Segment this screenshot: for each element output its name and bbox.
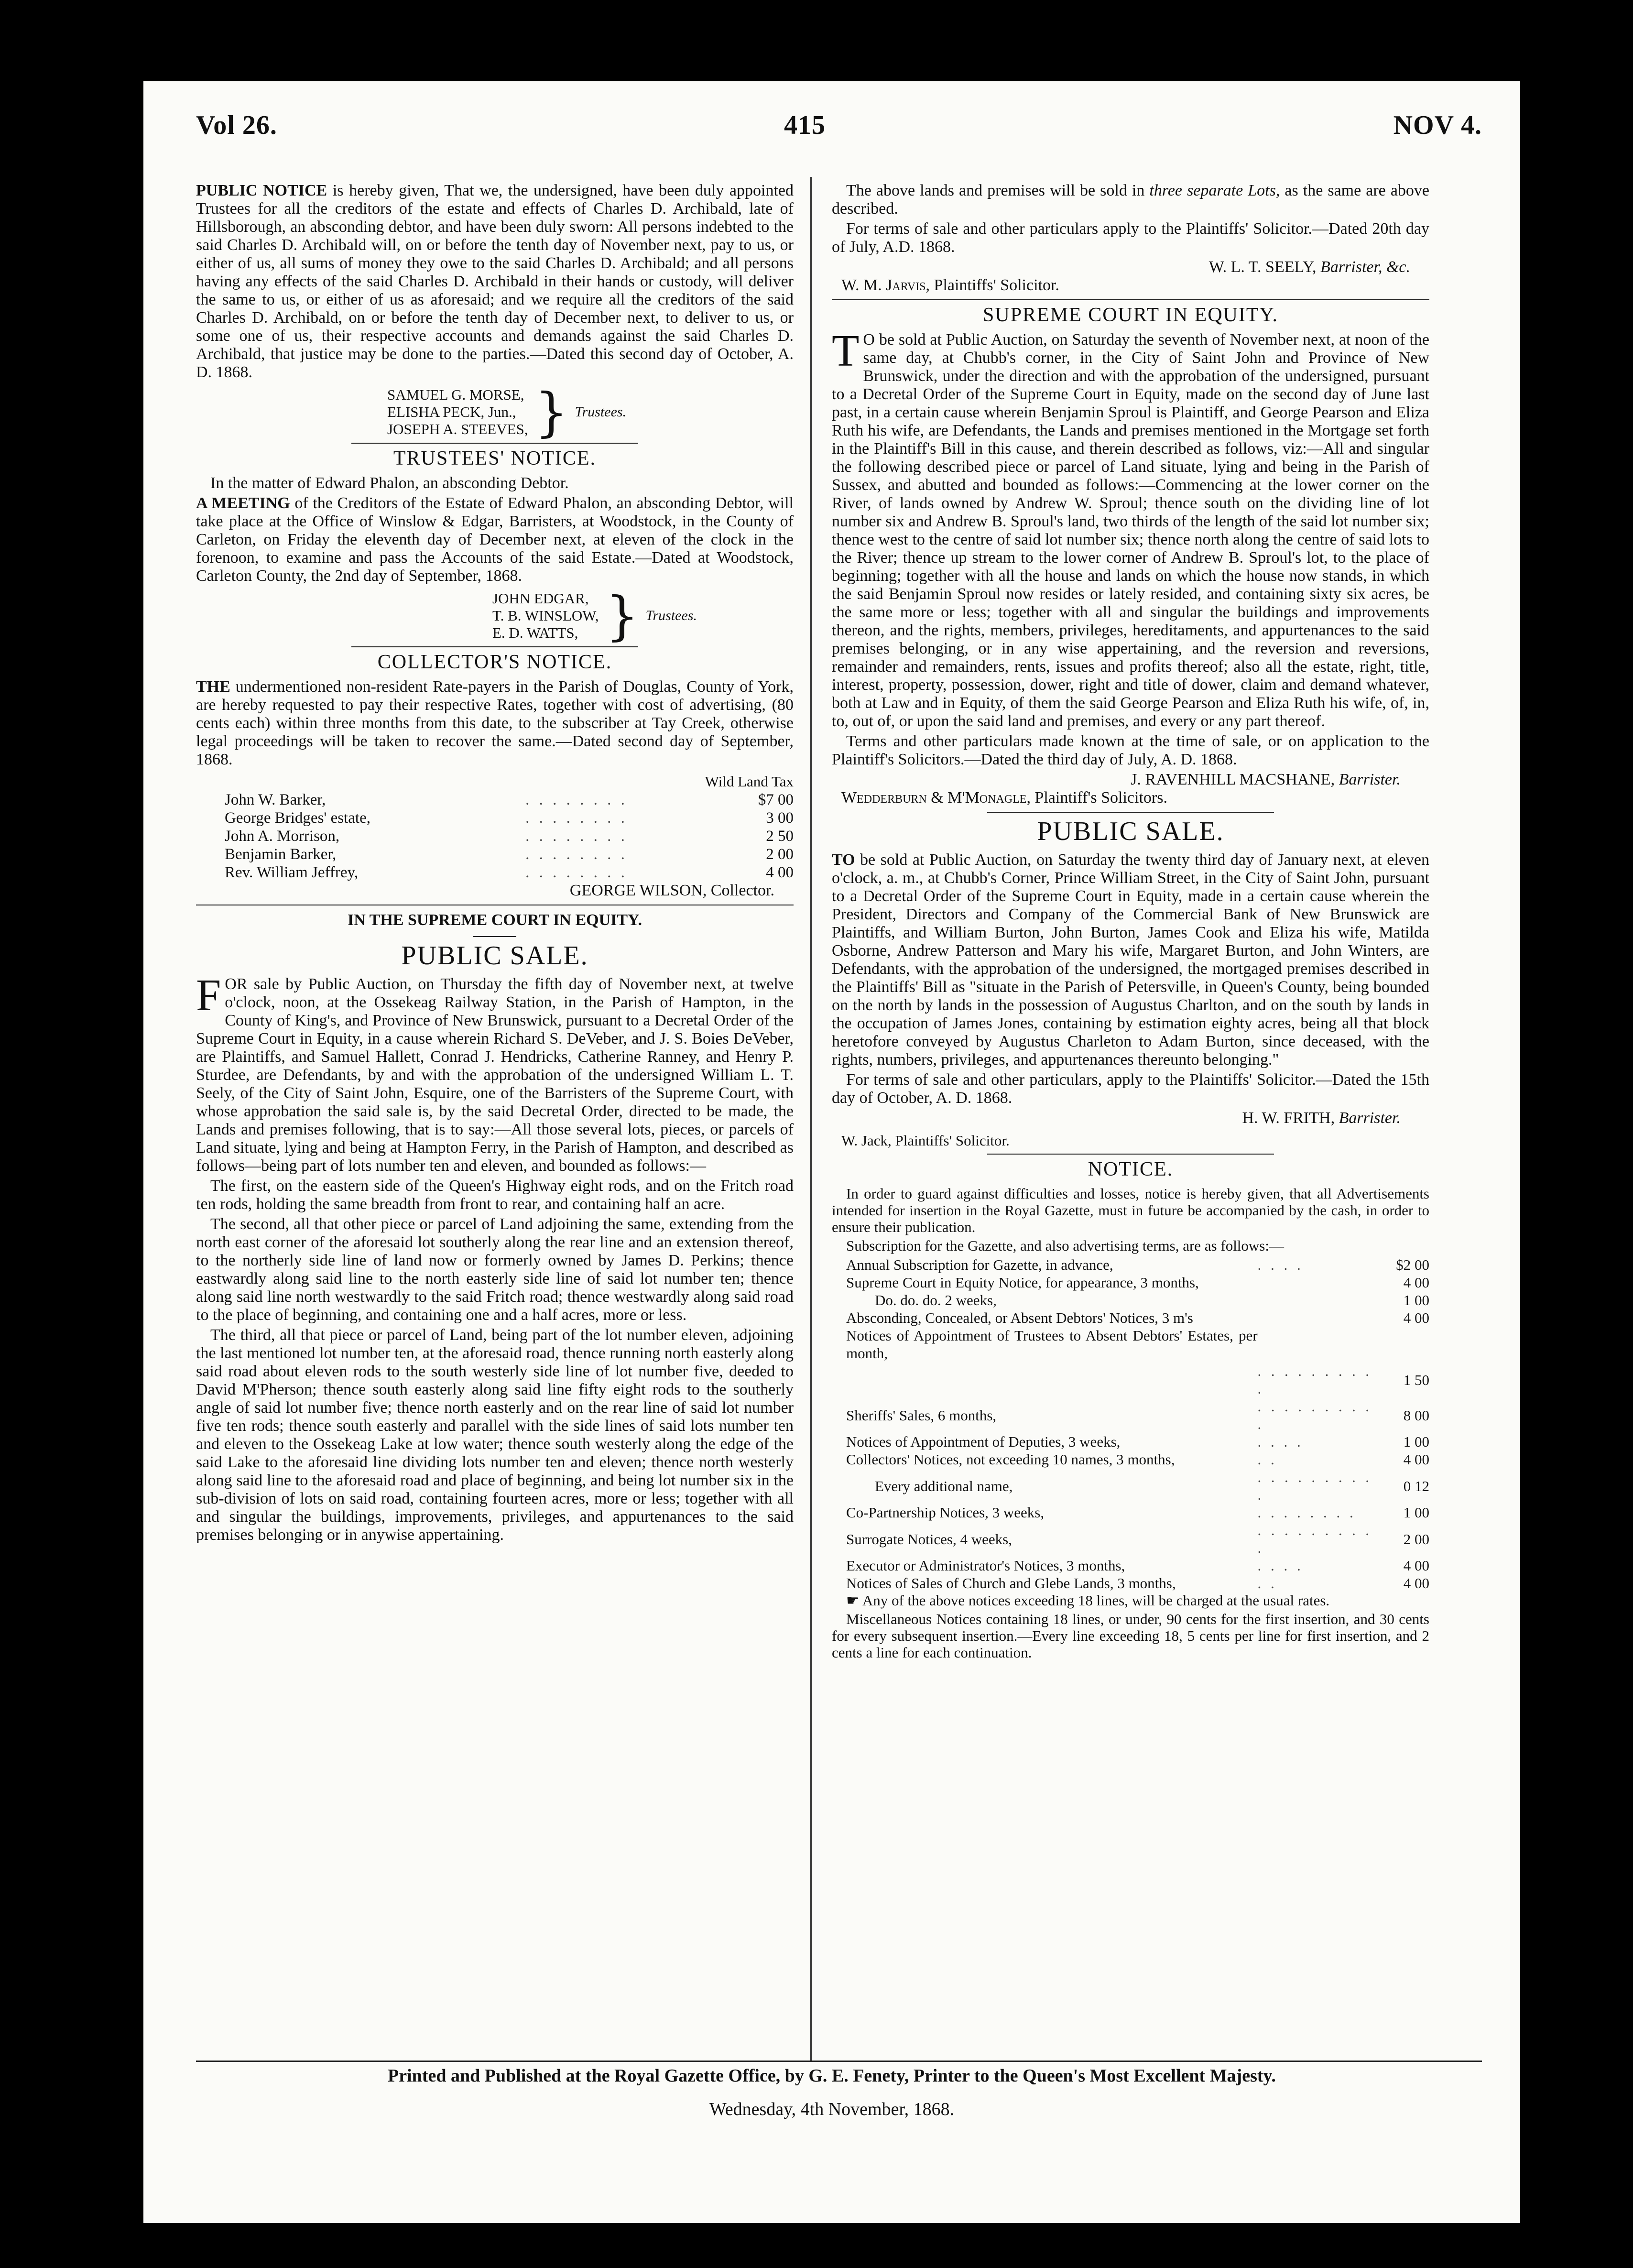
notice-body: TO be sold at Public Auction, on Saturday the twenty third day of January next, at eleven o'clock, a. m., at Chubb's Corner, Prince William Street, in the City of Saint John, pursuant to a Decretal Order of the Supreme Court in Equity, made in a certain cause wherein the President, Directors and Company of the Commercial Bank of New Brunswick are Plaintiffs, and William Burton, John Burton, James Cook and Eliza his wife, Matilda Osborne, Andrew Patterson and Mary his wife, Margaret Burton, and John Winters, are Defendants, with the approbation of the undersigned, the mortgaged premises described in the Plaintiffs' Bill as "situate in the Parish of Petersville, in Queen's County, being bounded on the north by lands in the possession of Augustus Charlton, and on the south by lands in the occupation of James Jones, containing by estimation eighty acres, being all that block heretofore conveyed by Augustus Charleton to Adam Burton, since deceased, with the rights, numbers, privileges, and appurtenances thereunto belonging.": [832, 851, 1429, 1069]
table-row: John A. Morrison, . . . . . . . . 2 50: [225, 828, 794, 845]
notice-title: NOTICE.: [1088, 1158, 1174, 1180]
barrister-signature: H. W. FRITH, Barrister.: [1242, 1109, 1401, 1127]
solicitor-signature: W. M. Jarvis, Plaintiffs' Solicitor.: [841, 276, 1059, 294]
table-row: Executor or Administrator's Notices, 3 months, . . . . 4 00: [846, 1557, 1429, 1574]
publication-date: Wednesday, 4th November, 1868.: [709, 2099, 955, 2119]
issue-date: NOV 4.: [1393, 110, 1482, 140]
trustee-name: JOSEPH A. STEEVES,: [387, 421, 528, 437]
hampton-public-sale: [196, 908, 794, 1544]
table-row: Surrogate Notices, 4 weeks, . . . . . . . . . . 2 00: [846, 1522, 1429, 1556]
table-row: Rev. William Jeffrey, . . . . . . . . 4 00: [225, 864, 794, 881]
collector-signature: GEORGE WILSON, Collector.: [569, 882, 774, 899]
trustees-label: Trustees.: [575, 404, 627, 420]
notice-paragraph: The third, all that piece or parcel of Land, being part of the lot number eleven, adjoining the last mentioned lot number ten, at the aforesaid road, thence running north easterly along said road about eleven rods to the south westerly side line of lot number five, deeded to David M'Pherson; thence south easterly along said line fifty eight rods to the southerly angle of said lot number five; thence north easterly and on the rear line of said lot number five ten rods; thence south easterly and parallel with the side lines of said lots number ten and eleven to the Ossekeag Lake at low water; thence south westerly along the edge of the said Lake to the aforesaid line dividing lots number ten and eleven; thence north westerly along said line to the aforesaid road and place of beginning, and being lot number six in the sub-division of lots on said road, containing fourteen acres, more or less; together with all and singular the buildings, improvements, privileges, and appurtenances to the said premises belonging or in anywise appertaining.: [196, 1326, 794, 1544]
notice-paragraph: The second, all that other piece or parcel of Land adjoining the same, extending from the north east corner of the aforesaid lot southerly along the rear line and an extension thereof, to the northerly side line of land now or formerly owned by James D. Perkins; thence eastwardly along said line to the north easterly side line of said lot number ten; thence along said line north westwardly to the said Fritch road; thence westwardly along said road to the place of beginning, and containing one and a half acres, more or less.: [196, 1215, 794, 1324]
tax-column-header: Wild Land Tax: [705, 773, 794, 790]
table-row: Do. do. do. 2 weeks, 1 00: [875, 1292, 1429, 1308]
table-row: George Bridges' estate, . . . . . . . . 3 00: [225, 809, 794, 827]
trustees-label: Trustees.: [645, 608, 697, 623]
section-rule: [987, 812, 1274, 813]
notice-paragraph: Subscription for the Gazette, and also advertising terms, are as follows:—: [846, 1237, 1284, 1254]
notice-paragraph: The first, on the eastern side of the Queen's Highway eight rods, and on the Fritch road ten rods, holding the same breadth from front to rear, and containing half an acre.: [196, 1177, 794, 1213]
notice-body: A MEETING of the Creditors of the Estate of Edward Phalon, an absconding Debtor, will take place at the Office of Winslow & Edgar, Barristers, at Woodstock, in the County of Carleton, on Friday the eleventh day of December next, at eleven of the clock in the forenoon, to examine and pass the Accounts of the said Estate.—Dated at Woodstock, Carleton County, the 2nd day of September, 1868.: [196, 494, 794, 585]
volume-number: Vol 26.: [196, 110, 277, 140]
table-row: John W. Barker, . . . . . . . . $7 00: [225, 791, 794, 808]
section-rule: [351, 646, 638, 647]
notice-title: PUBLIC SALE.: [401, 941, 588, 970]
collectors-notice: [196, 650, 794, 900]
notice-title: SUPREME COURT IN EQUITY.: [983, 304, 1278, 326]
phalon-trustees-notice: [196, 447, 794, 646]
trustee-name: SAMUEL G. MORSE,: [387, 386, 524, 403]
right-column: [832, 182, 1429, 1663]
notice-matter: In the matter of Edward Phalon, an absconding Debtor.: [210, 474, 569, 492]
drop-cap: F: [196, 970, 221, 1020]
short-rule: [473, 936, 516, 937]
notice-paragraph: For terms of sale and other particulars apply to the Plaintiffs' Solicitor.—Dated 20th day of July, A.D. 1868.: [832, 220, 1429, 256]
notice-paragraph: Miscellaneous Notices containing 18 lines, or under, 90 cents for the first insertion, and 30 cents for every subsequent insertion.—Every line exceeding 18, 5 cents per line for first insertion, and 2 cents a line for each continuation.: [832, 1611, 1429, 1661]
table-row: Annual Subscription for Gazette, in advance, . . . . $2 00: [846, 1256, 1429, 1273]
section-rule: [987, 1154, 1274, 1155]
burton-public-sale: [832, 816, 1429, 1149]
sproul-equity-sale: [832, 303, 1429, 807]
notice-paragraph: Terms and other particulars made known at the time of sale, or on application to the Plaintiff's Solicitors.—Dated the third day of July, A. D. 1868.: [832, 732, 1429, 768]
notice-body: PUBLIC NOTICE is hereby given, That we, the undersigned, have been duly appointed Trustees for all the creditors of the estate and effects of Charles D. Archibald, late of Hillsborough, an absconding debtor, and have been duly sworn: All persons indebted to the said Charles D. Archibald will, on or before the tenth day of November next, pay to us, or either of us, all sums of money they owe to the said Charles D. Archibald; and all persons having any effects of the said Charles D. Archibald in their hands or custody, will deliver the same to us, or either of us as aforesaid; and we require all the creditors of the said Charles D. Archibald, on or before the tenth day of December next, to deliver to us, or some one of us, their respective accounts and demands against the said Charles D. Archibald, that justice may be done to the parties.—Dated this second day of October, A. D. 1868.: [196, 182, 794, 381]
fee-table: [846, 1256, 1429, 1592]
notice-title: COLLECTOR'S NOTICE.: [377, 651, 612, 673]
table-row: Absconding, Concealed, or Absent Debtors' Notices, 3 m's 4 00: [846, 1309, 1429, 1326]
trustee-signatures: [492, 585, 794, 646]
table-row: Notices of Appointment of Deputies, 3 weeks, . . . . 1 00: [846, 1433, 1429, 1450]
trustee-signatures: [387, 382, 794, 443]
table-row: Sheriffs' Sales, 6 months, . . . . . . . . . . 8 00: [846, 1398, 1429, 1432]
trustee-name: E. D. WATTS,: [492, 624, 578, 641]
trustee-name: T. B. WINSLOW,: [492, 607, 599, 624]
notice-paragraph: For terms of sale and other particulars, apply to the Plaintiffs' Solicitor.—Dated the 15th day of October, A. D. 1868.: [832, 1071, 1429, 1107]
table-row: Co-Partnership Notices, 3 weeks, . . . . . . . . 1 00: [846, 1504, 1429, 1521]
left-column: [196, 182, 794, 1546]
table-row: Supreme Court in Equity Notice, for appearance, 3 months, 4 00: [846, 1274, 1429, 1291]
column-divider: [810, 177, 812, 2061]
gazette-page: [143, 81, 1520, 2223]
barrister-signature: J. RAVENHILL MACSHANE, Barrister.: [1131, 771, 1401, 788]
footer-rule: [196, 2061, 1482, 2062]
notice-paragraph: ☛ Any of the above notices exceeding 18 lines, will be charged at the usual rates.: [846, 1592, 1330, 1609]
table-row: Notices of Sales of Church and Glebe Lands, 3 months, . . 4 00: [846, 1575, 1429, 1592]
notice-body: THE undermentioned non-resident Rate-payers in the Parish of Douglas, County of York, are hereby requested to pay their respective Rates, together with cost of advertising, (80 cents each) within three months from this date, to the subscriber at Tay Creek, otherwise legal proceedings will be taken to recover the same.—Dated second day of September, 1868.: [196, 678, 794, 768]
barrister-signature: W. L. T. SEELY, Barrister, &c.: [1208, 258, 1410, 276]
section-rule: [832, 299, 1429, 300]
notice-paragraph: In order to guard against difficulties and losses, notice is hereby given, that all Advertisements intended for insertion in the Royal Gazette, must in future be accompanied by the cash, in order to ensure their publication.: [832, 1185, 1429, 1235]
solicitor-signature: Wedderburn & M'Monagle, Plaintiff's Solicitors.: [841, 789, 1167, 807]
seely-sale-continuation: [832, 182, 1429, 294]
table-row: Benjamin Barker, . . . . . . . . 2 00: [225, 846, 794, 863]
trustee-name: JOHN EDGAR,: [492, 590, 589, 607]
table-row: . . . . . . . . . . 1 50: [1257, 1363, 1429, 1397]
brace-glyph: }: [534, 382, 568, 443]
page-number: 415: [784, 110, 826, 140]
gazette-terms-notice: [832, 1157, 1429, 1661]
table-row: Collectors' Notices, not exceeding 10 names, 3 months, . . 4 00: [846, 1451, 1429, 1468]
notice-title: TRUSTEES' NOTICE.: [393, 447, 597, 469]
printer-imprint: Printed and Published at the Royal Gazette Office, by G. E. Fenety, Printer to the Queen's Most Excellent Majesty.: [388, 2066, 1276, 2086]
notice-body: FOR sale by Public Auction, on Thursday the fifth day of November next, at twelve o'clock, noon, at the Ossekeag Railway Station, in the Parish of Hampton, in the County of King's, and Province of New Brunswick, pursuant to a Decretal Order of the Supreme Court in Equity, in a cause wherein Richard S. DeVeber, and J. S. Boies DeVeber, are Plaintiffs, and Samuel Hallett, Conrad J. Hendricks, Catherine Ranney, and Henry P. Sturdee, are Defendants, by and with the approbation of the undersigned William L. T. Seely, of the City of Saint John, Esquire, one of the Barristers of the Supreme Court, with whose approbation the said sale is, by the said Decretal Order, directed to be made, the Lands and premises following, that is to say:—All those several lots, pieces, or parcels of Land situate, lying and being at Hampton Ferry, in the Parish of Hampton, and described as follows—being part of lots number ten and eleven, and bounded as follows:—: [196, 970, 794, 1175]
brace-glyph: }: [605, 585, 639, 646]
table-row: Every additional name, . . . . . . . . . . 0 12: [875, 1469, 1429, 1503]
notice-title: PUBLIC SALE.: [1037, 817, 1224, 846]
drop-cap: T: [832, 326, 860, 376]
archibald-trustee-notice: [196, 182, 794, 443]
notice-paragraph: The above lands and premises will be sold in three separate Lots, as the same are above described.: [832, 182, 1430, 218]
solicitor-signature: W. Jack, Plaintiffs' Solicitor.: [841, 1132, 1010, 1149]
table-row: Notices of Appointment of Trustees to Absent Debtors' Estates, per month,: [846, 1327, 1258, 1362]
ratepayer-table: [225, 791, 794, 882]
court-heading: IN THE SUPREME COURT IN EQUITY.: [348, 911, 642, 929]
trustee-name: ELISHA PECK, Jun.,: [387, 403, 516, 420]
section-rule: [351, 443, 638, 444]
notice-body: T O be sold at Public Auction, on Saturday the seventh of November next, at noon of the same day, at Chubb's corner, in the City of Saint John and Province of New Brunswick, under the direction and with the approbation of the undersigned, pursuant to a Decretal Order of the Supreme Court in Equity, made on the second day of June last past, in a certain cause wherein Benjamin Sproul is Plaintiff, and George Pearson and Eliza Ruth his wife, are Defendants, the Lands and premises mentioned in the Mortgage set forth in the Plaintiff's Bill in this cause, and therein described as follows, viz:—All and singular the following described piece or parcel of Land situate, lying and being in the Parish of Sussex, and abutted and bounded as follows:—Commencing at the lower corner on the River, of lands owned by Andrew W. Sproul; thence south on the dividing line of lot number six and Andrew B. Sproul's land, two thirds of the length of the said lot number six; thence west to the centre of said lot number six; thence north along the centre of said lots to the River; thence up stream to the lower corner of Andrew B. Sproul's lot, to the place of beginning; together with all the house and lands on which the house now stands, in which the said Benjamin Sproul now resides or lately resided, and containing sixty six acres, be the same more or less; together with all and singular the buildings and improvements thereon, and the rights, members, privileges, hereditaments, and appurtenances to the said premises belonging, or in any wise appertaining, and the reversion and reversions, remainder and remainders, rents, issues and profits thereof; also all the estate, right, title, interest, property, possession, dower, right and title of dower, claim and demand whatever, both at Law and in Equity, of them the said George Pearson and Eliza Ruth his wife, of, in, to, out of, or upon the said land and premises, and every or any part thereof.: [832, 326, 1429, 730]
